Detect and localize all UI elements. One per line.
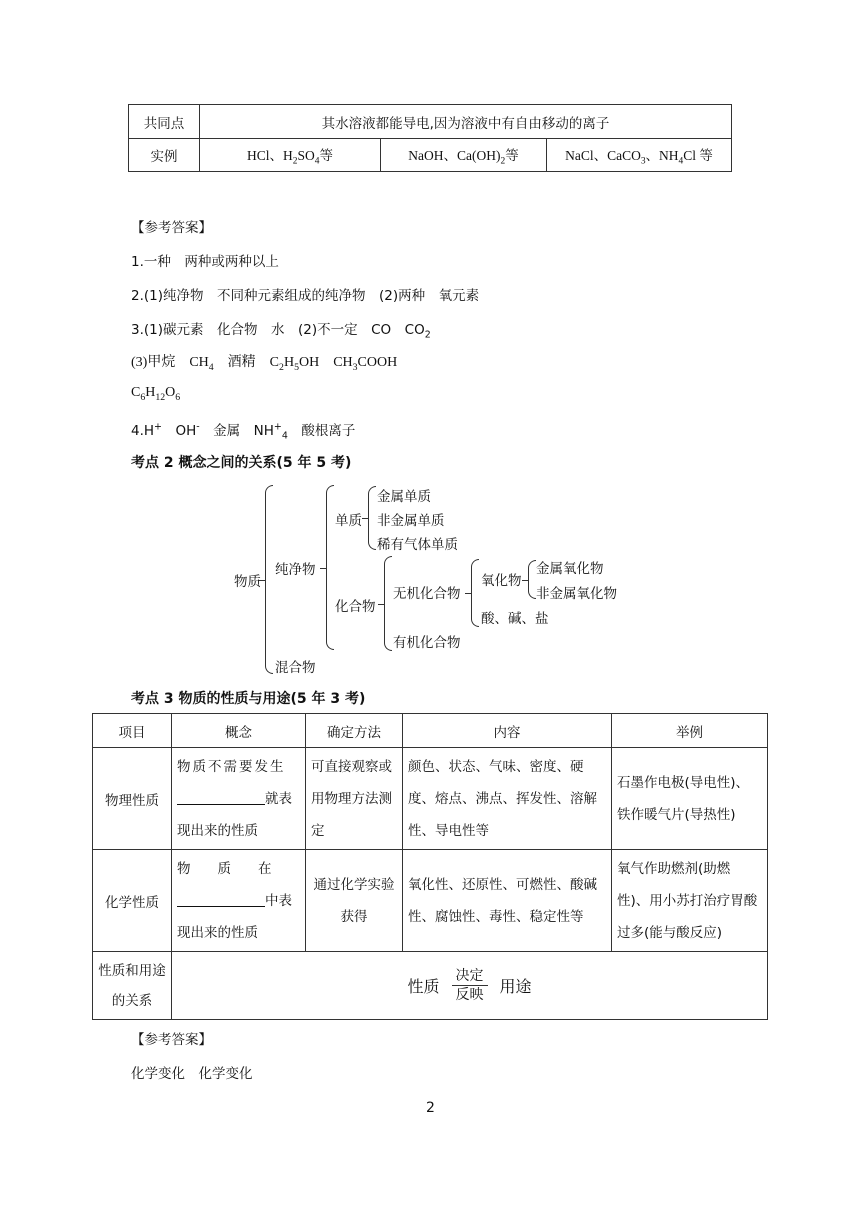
chemical-label: 化学性质 <box>93 850 172 952</box>
answer-line-5: $C_6H_{12}O_6$ <box>131 385 181 403</box>
answer-heading-2: 【参考答案】 <box>131 1032 212 1048</box>
tree-brace-compound <box>384 556 392 651</box>
chemical-content: 氧化性、还原性、可燃性、酸碱性、腐蚀性、毒性、稳定性等 <box>403 850 612 952</box>
tree-noble-gas: 稀有气体单质 <box>377 537 458 553</box>
row-label-common: 共同点 <box>129 105 200 139</box>
property-table <box>92 713 768 1020</box>
relation-arrow-line <box>452 985 488 986</box>
example-acid: HCl、$H_2SO_4$等 <box>200 139 381 172</box>
tree-acid-base-salt: 酸、碱、盐 <box>481 611 549 627</box>
tree-oxide: 氧化物 <box>481 573 522 589</box>
answer-heading-1: 【参考答案】 <box>131 220 212 236</box>
physical-example: 石墨作电极(导电性)、铁作暖气片(导热性) <box>612 748 768 850</box>
relation-label: 性质和用途的关系 <box>93 952 172 1020</box>
electrolyte-table <box>128 104 732 172</box>
section-2-title: 考点 2 概念之间的关系(5 年 5 考) <box>131 455 352 471</box>
answer-line-final: 化学变化 化学变化 <box>131 1066 253 1082</box>
tree-brace-oxide <box>528 560 536 599</box>
header-method: 确定方法 <box>306 714 403 748</box>
physical-blank <box>177 790 265 805</box>
chemical-blank <box>177 892 265 907</box>
tree-inorganic: 无机化合物 <box>393 586 461 602</box>
tree-metal-element: 金属单质 <box>377 489 431 505</box>
example-salt: NaCl、CaCO$_3$、$NH_4Cl$ 等 <box>547 139 732 172</box>
relation-reflect: 反映 <box>455 987 484 1003</box>
tree-nonmetal-element: 非金属单质 <box>377 513 445 529</box>
tree-metal-oxide: 金属氧化物 <box>536 561 604 577</box>
tree-nonmetal-oxide: 非金属氧化物 <box>536 586 617 602</box>
tree-pure: 纯净物 <box>275 562 316 578</box>
tree-brace-root <box>265 485 273 674</box>
header-example: 举例 <box>612 714 768 748</box>
physical-concept: 物质不需要发生 就表 现出来的性质 <box>172 748 306 850</box>
relation-diagram <box>172 952 768 1020</box>
header-content: 内容 <box>403 714 612 748</box>
tree-brace-element <box>368 486 376 550</box>
physical-method: 可直接观察或用物理方法测定 <box>306 748 403 850</box>
tree-mixture: 混合物 <box>275 660 316 676</box>
row-label-example: 实例 <box>129 139 200 172</box>
answer-line-1: 1.一种 两种或两种以上 <box>131 254 279 270</box>
section-3-title: 考点 3 物质的性质与用途(5 年 3 考) <box>131 691 366 707</box>
tree-organic: 有机化合物 <box>393 635 461 651</box>
relation-property: 性质 <box>407 977 440 996</box>
relation-decide: 决定 <box>455 968 484 984</box>
answer-line-3: 3.(1)碳元素 化合物 水 (2)不一定 CO $CO_2$ <box>131 322 431 341</box>
answer-line-6: 4.H+ OH- 金属 $NH^+_4$ 酸根离子 <box>131 421 356 442</box>
row-value-common: 其水溶液都能导电,因为溶液中有自由移动的离子 <box>200 105 732 139</box>
chemical-example: 氧气作助燃剂(助燃性)、用小苏打治疗胃酸过多(能与酸反应) <box>612 850 768 952</box>
example-base: NaOH、$Ca(OH)_2$等 <box>381 139 547 172</box>
answer-line-2: 2.(1)纯净物 不同种元素组成的纯净物 (2)两种 氧元素 <box>131 288 480 304</box>
header-item: 项目 <box>93 714 172 748</box>
physical-content: 颜色、状态、气味、密度、硬度、熔点、沸点、挥发性、溶解性、导电性等 <box>403 748 612 850</box>
page-number: 2 <box>426 1100 435 1116</box>
chemical-concept: 物 质 在 中表 现出来的性质 <box>172 850 306 952</box>
tree-root: 物质 <box>234 574 261 590</box>
header-concept: 概念 <box>172 714 306 748</box>
answer-line-4: (3)甲烷 $CH_4$ 酒精 $C_2H_5OH$ $CH_3COOH$ <box>131 355 398 373</box>
tree-compound: 化合物 <box>335 599 376 615</box>
relation-arrows <box>452 968 488 1003</box>
tree-brace-pure <box>326 485 334 650</box>
relation-use: 用途 <box>499 977 532 996</box>
tree-brace-inorganic <box>471 559 479 627</box>
physical-label: 物理性质 <box>93 748 172 850</box>
tree-element: 单质 <box>335 513 362 529</box>
chemical-method: 通过化学实验获得 <box>306 850 403 952</box>
